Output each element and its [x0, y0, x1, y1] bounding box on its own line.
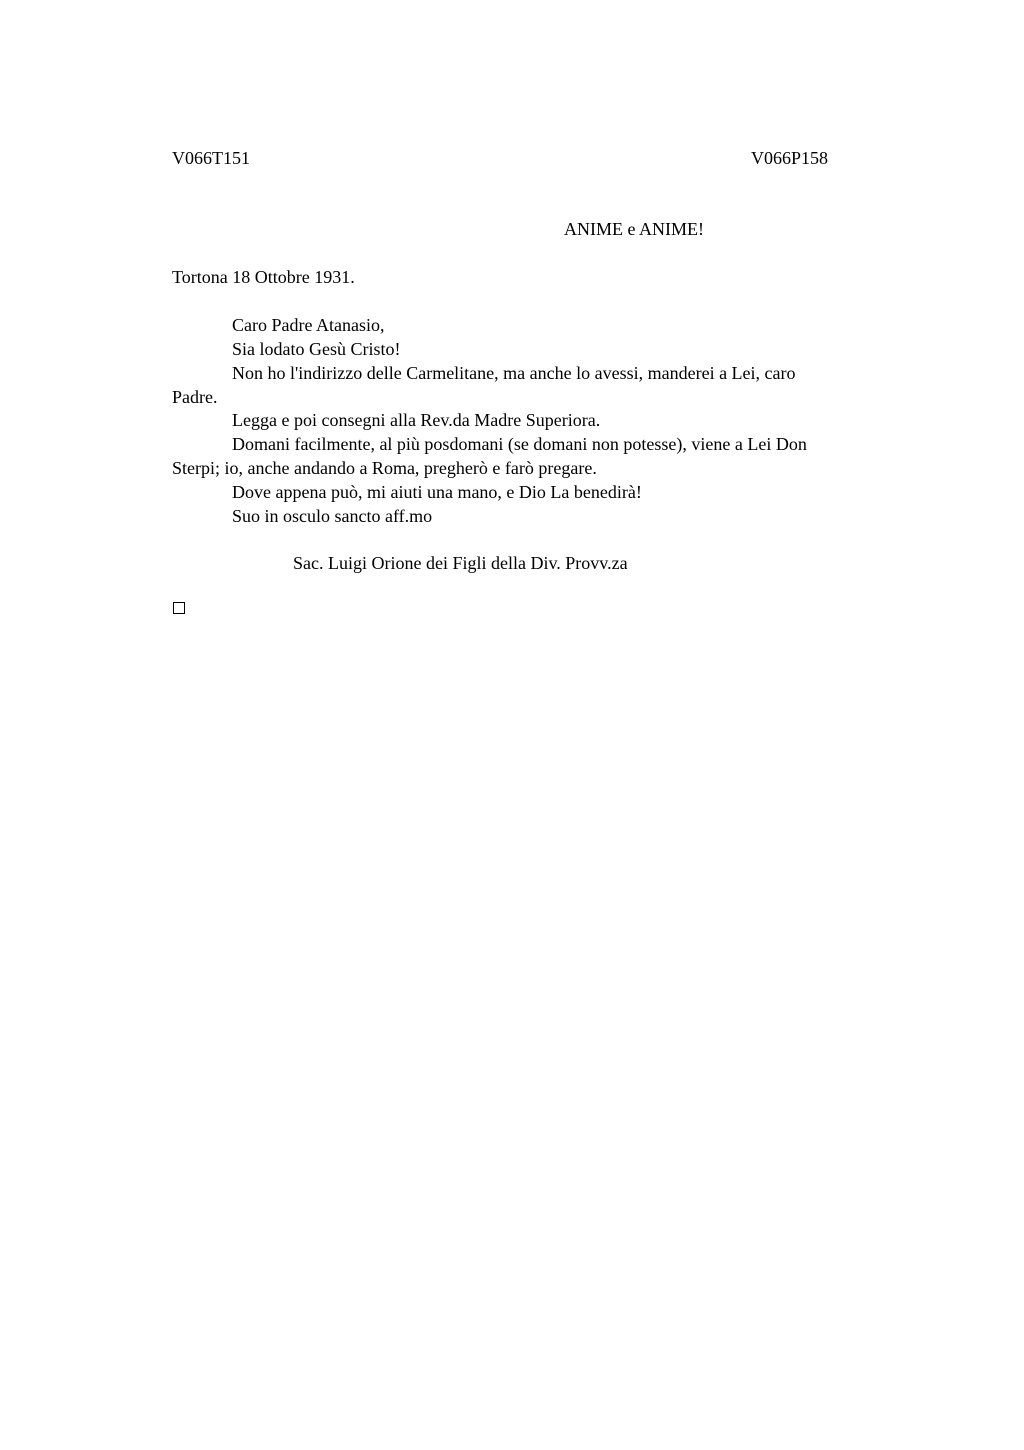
header-left-code: V066T151 [172, 148, 250, 168]
letter-title: ANIME e ANIME! [564, 219, 704, 239]
square-bullet-icon [173, 602, 185, 614]
paragraph-2: Legga e poi consegni alla Rev.da Madre Superiora. [232, 410, 601, 430]
paragraph-4: Dove appena può, mi aiuti una mano, e Dio La benedirà! [232, 482, 642, 502]
closing-line: Suo in osculo sancto aff.mo [232, 506, 433, 526]
paragraph-3-line-2: Sterpi; io, anche andando a Roma, pregherò e farò pregare. [172, 458, 597, 478]
greeting: Sia lodato Gesù Cristo! [232, 339, 401, 359]
paragraph-3-line-1: Domani facilmente, al più posdomani (se domani non potesse), viene a Lei Don [232, 434, 807, 454]
signature-line: Sac. Luigi Orione dei Figli della Div. Provv.za [293, 553, 628, 573]
date-line: Tortona 18 Ottobre 1931. [172, 267, 355, 287]
header-right-code: V066P158 [751, 148, 829, 168]
paragraph-1-line-1: Non ho l'indirizzo delle Carmelitane, ma anche lo avessi, manderei a Lei, caro [232, 363, 796, 383]
paragraph-1-line-2: Padre. [172, 387, 218, 407]
salutation: Caro Padre Atanasio, [232, 315, 385, 335]
